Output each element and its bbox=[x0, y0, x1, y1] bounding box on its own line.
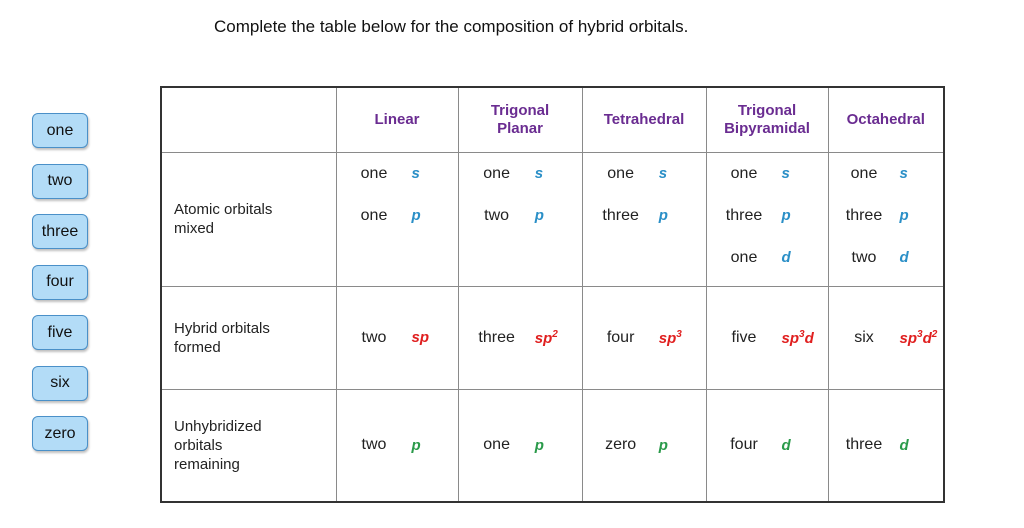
atomic-tetrahedral-cell: one s three p bbox=[582, 152, 706, 286]
drop-slot[interactable]: two bbox=[361, 328, 387, 346]
drop-slot[interactable]: five bbox=[731, 328, 757, 346]
drop-slot[interactable]: one bbox=[360, 164, 388, 182]
chip-one[interactable]: one bbox=[32, 113, 88, 148]
drop-slot[interactable]: three bbox=[725, 206, 763, 224]
drop-slot[interactable]: one bbox=[730, 164, 758, 182]
drop-slot[interactable]: three bbox=[478, 328, 515, 346]
drop-slot[interactable]: four bbox=[730, 436, 758, 454]
drop-slot[interactable]: one bbox=[483, 436, 510, 454]
atomic-trigonal-bipyramidal-cell: one s three p one d bbox=[706, 152, 828, 286]
drop-slot[interactable]: six bbox=[854, 328, 874, 346]
drop-slot[interactable]: two bbox=[851, 248, 877, 266]
unhyb-tetrahedral-cell: zero p bbox=[582, 389, 706, 502]
hybrid-octahedral-cell: six $sp^3d^2$ bbox=[828, 286, 944, 389]
hybrid-orbitals-row bbox=[161, 286, 944, 389]
unhyb-trigonal-planar-cell: one p bbox=[458, 389, 582, 502]
drop-slot[interactable]: zero bbox=[605, 436, 637, 454]
chip-six[interactable]: six bbox=[32, 366, 88, 401]
chip-four[interactable]: four bbox=[32, 265, 88, 300]
header-octahedral: Octahedral bbox=[828, 87, 944, 152]
drop-slot[interactable]: one bbox=[607, 164, 634, 182]
hybrid-linear-cell: two sp bbox=[336, 286, 458, 389]
unhyb-trigonal-bipyramidal-cell: four d bbox=[706, 389, 828, 502]
drop-slot[interactable]: three bbox=[845, 206, 883, 224]
atomic-linear-cell: one s one p bbox=[336, 152, 458, 286]
chip-five[interactable]: five bbox=[32, 315, 88, 350]
drop-slot[interactable]: one bbox=[360, 206, 388, 224]
drop-slot[interactable]: three bbox=[845, 436, 883, 454]
chip-three[interactable]: three bbox=[32, 214, 88, 249]
drop-slot[interactable]: four bbox=[606, 328, 635, 346]
row-label-unhybridized: Unhybridized orbitals remaining bbox=[161, 389, 336, 502]
atomic-trigonal-planar-cell: one s two p bbox=[458, 152, 582, 286]
unhybridized-orbitals-row bbox=[161, 389, 944, 502]
instruction-text: Complete the table below for the composition of hybrid orbitals. bbox=[214, 17, 689, 36]
chip-zero[interactable]: zero bbox=[32, 416, 88, 451]
unhyb-linear-cell: two p bbox=[336, 389, 458, 502]
atomic-orbitals-row bbox=[161, 152, 944, 286]
header-linear: Linear bbox=[336, 87, 458, 152]
header-trigonal-bipyramidal: Trigonal Bipyramidal bbox=[706, 87, 828, 152]
drop-slot[interactable]: two bbox=[361, 436, 387, 454]
drop-slot[interactable]: three bbox=[602, 206, 639, 224]
row-label-atomic: Atomic orbitals mixed bbox=[161, 152, 336, 286]
header-trigonal-planar: Trigonal Planar bbox=[458, 87, 582, 152]
drop-slot[interactable]: two bbox=[484, 206, 510, 224]
chip-two[interactable]: two bbox=[32, 164, 88, 199]
hybrid-tetrahedral-cell: four $sp^3$ bbox=[582, 286, 706, 389]
hybrid-trigonal-planar-cell: three $sp^2$ bbox=[458, 286, 582, 389]
corner-cell bbox=[161, 87, 336, 152]
hybrid-orbitals-table bbox=[160, 86, 945, 503]
drop-slot[interactable]: one bbox=[483, 164, 510, 182]
header-tetrahedral: Tetrahedral bbox=[582, 87, 706, 152]
unhyb-octahedral-cell: three d bbox=[828, 389, 944, 502]
answer-bank bbox=[32, 113, 92, 467]
hybrid-trigonal-bipyramidal-cell: five $sp^3d$ bbox=[706, 286, 828, 389]
drop-slot[interactable]: one bbox=[850, 164, 878, 182]
header-row bbox=[161, 87, 944, 152]
drop-slot[interactable]: one bbox=[730, 248, 758, 266]
atomic-octahedral-cell: one s three p two d bbox=[828, 152, 944, 286]
row-label-hybrid: Hybrid orbitals formed bbox=[161, 286, 336, 389]
